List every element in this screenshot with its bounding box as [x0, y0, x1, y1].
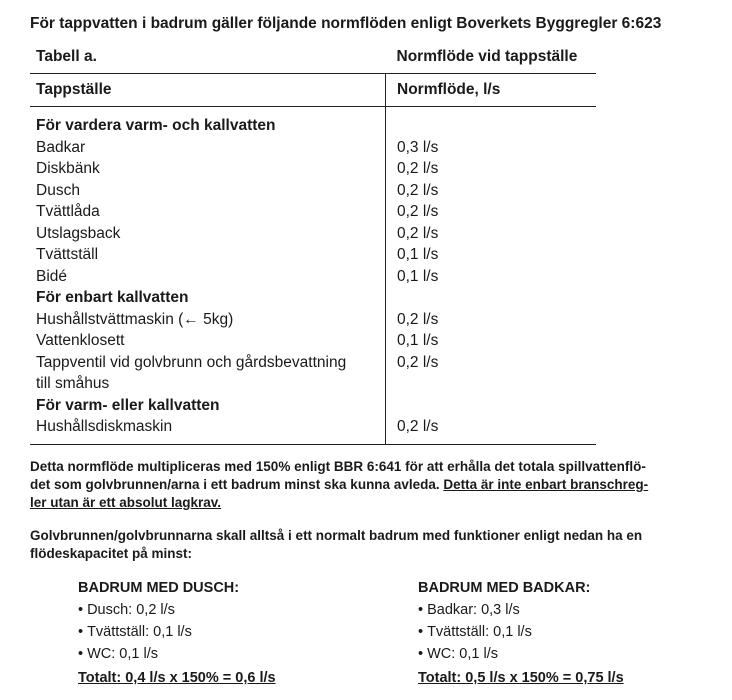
table-row — [30, 201, 596, 223]
tap-label: Hushållsdiskmaskin — [30, 416, 386, 444]
multiplier-paragraph — [30, 458, 710, 512]
page-heading: För tappvatten i badrum gäller följande normflöden enligt Boverkets Byggregler 6:623 — [30, 15, 662, 32]
list-item-text: Dusch: 0,2 l/s — [87, 602, 175, 618]
tap-label: Dusch — [30, 180, 386, 202]
list-item — [418, 643, 624, 665]
flow-value: 0,2 l/s — [397, 203, 439, 220]
list-item — [78, 643, 276, 665]
column-header-tap: Tappställe — [30, 74, 386, 107]
list-item-text: WC: 0,1 l/s — [87, 646, 158, 662]
flow-value: 0,2 l/s — [397, 160, 439, 177]
flow-value: 0,2 l/s — [397, 181, 439, 199]
bathtub-bathroom-section — [418, 577, 624, 689]
tap-label: Diskbänk — [30, 158, 386, 180]
table-row — [30, 137, 596, 159]
bullet: • — [418, 624, 424, 640]
total-line: Totalt: 0,4 l/s x 150% = 0,6 l/s — [78, 670, 276, 686]
bullet: • — [418, 602, 424, 618]
table-group-row — [30, 107, 596, 137]
capacity-paragraph — [30, 527, 710, 563]
tap-label: Tvättlåda — [30, 201, 386, 223]
list-item — [78, 599, 276, 621]
legal-requirement-note: ler utan är ett absolut lagkrav. — [30, 495, 222, 510]
table-row — [30, 223, 596, 245]
flow-value: 0,3 l/s — [397, 138, 439, 156]
flow-value: 0,1 l/s — [397, 246, 439, 263]
flow-value — [386, 395, 597, 417]
table-row — [30, 180, 596, 202]
table-title-row — [30, 40, 596, 74]
flow-value — [386, 373, 597, 395]
flow-value — [386, 107, 597, 137]
flow-value: 0,1 l/s — [397, 267, 439, 285]
table-row — [30, 244, 596, 266]
table-row — [30, 416, 596, 444]
tap-label: Utslagsback — [30, 223, 386, 245]
tap-label: Hushållstvättmaskin (← 5kg) — [30, 309, 386, 331]
list-item — [418, 621, 624, 643]
flow-value: 0,2 l/s — [397, 310, 439, 328]
table-title-right: Normflöde vid tappställe — [386, 40, 597, 74]
paragraph-line: Golvbrunnen/golvbrunnarna skall alltså i ett normalt badrum med funktioner enligt nedan ha en — [30, 528, 643, 543]
bullet: • — [78, 624, 84, 640]
table-header-row — [30, 74, 596, 107]
legal-requirement-note: Detta är inte enbart branschreg- — [443, 477, 649, 492]
list-item — [78, 621, 276, 643]
group-label: För varm- eller kallvatten — [30, 395, 386, 417]
flow-value: 0,2 l/s — [397, 224, 439, 242]
list-item — [418, 599, 624, 621]
table-row — [30, 373, 596, 395]
flow-table — [30, 40, 596, 445]
tap-label: Tvättställ — [30, 244, 386, 266]
list-item-text: Tvättställ: 0,1 l/s — [427, 624, 532, 640]
table-group-row — [30, 287, 596, 309]
tap-label: Vattenklosett — [30, 330, 386, 352]
flow-value: 0,2 l/s — [397, 353, 439, 371]
table-row — [30, 330, 596, 352]
column-header-flow: Normflöde, l/s — [386, 74, 597, 107]
tap-label: Tappventil vid golvbrunn och gårdsbevattning — [30, 352, 386, 374]
paragraph-line: flödeskapacitet på minst: — [30, 546, 193, 561]
section-title: BADRUM MED DUSCH: — [78, 580, 240, 596]
list-item-text: Badkar: 0,3 l/s — [427, 602, 520, 618]
list-item-text: WC: 0,1 l/s — [427, 646, 498, 662]
table-row — [30, 158, 596, 180]
table-row — [30, 309, 596, 331]
flow-value: 0,1 l/s — [397, 332, 439, 349]
bullet: • — [78, 646, 84, 662]
bullet: • — [78, 602, 84, 618]
flow-value — [386, 287, 597, 309]
tap-label: Badkar — [30, 137, 386, 159]
section-title: BADRUM MED BADKAR: — [418, 580, 591, 596]
total-line: Totalt: 0,5 l/s x 150% = 0,75 l/s — [418, 670, 624, 686]
shower-bathroom-section — [78, 577, 276, 689]
table-title: Tabell a. — [30, 40, 386, 74]
paragraph-line: Detta normflöde multipliceras med 150% enligt BBR 6:641 för att erhålla det totala spillvattenflö- — [30, 459, 646, 474]
table-row — [30, 266, 596, 288]
paragraph-line: det som golvbrunnen/arna i ett badrum minst ska kunna avleda. — [30, 477, 444, 492]
bullet: • — [418, 646, 424, 662]
table-row — [30, 352, 596, 374]
list-item-text: Tvättställ: 0,1 l/s — [87, 624, 192, 640]
group-label: För enbart kallvatten — [30, 287, 386, 309]
group-label: För vardera varm- och kallvatten — [30, 107, 386, 137]
tap-label: till småhus — [30, 373, 386, 395]
table-group-row — [30, 395, 596, 417]
tap-label: Bidé — [30, 266, 386, 288]
flow-value: 0,2 l/s — [386, 416, 597, 444]
